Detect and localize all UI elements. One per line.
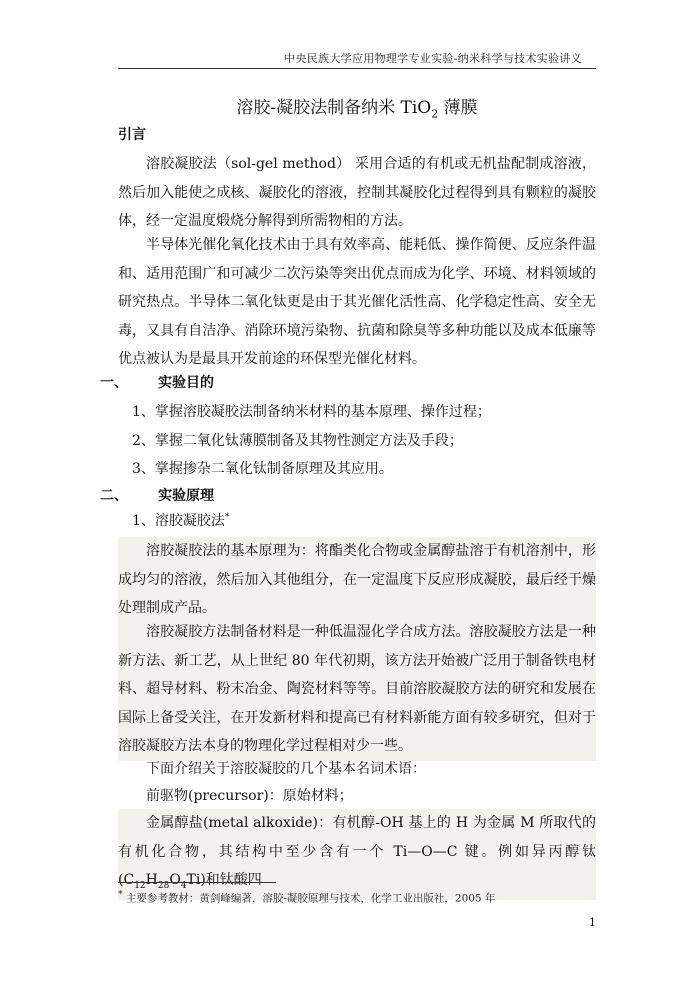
page-number: 1 xyxy=(589,916,596,929)
term-precursor: 前驱物(precursor)：原始材料； xyxy=(146,788,353,804)
footnote-mark: * xyxy=(118,890,123,900)
intro-heading: 引言 xyxy=(118,127,146,143)
title-tail: 薄膜 xyxy=(438,98,478,118)
formula-sub-o: 4 xyxy=(180,880,187,891)
terms-intro: 下面介绍关于溶胶凝胶的几个基本名词术语： xyxy=(146,761,426,777)
formula-sub-c: 12 xyxy=(134,880,146,891)
list-item: 1、掌握溶胶凝胶法制备纳米材料的基本原理、操作过程； xyxy=(132,404,491,420)
subsection-title: 1、溶胶凝胶法 xyxy=(132,513,225,529)
alkoxide-text-a: 金属醇盐(metal alkoxide)：有机醇-OH 基上的 H 为金属 M 所取代的有机化合物，其结构中至少含有一个 Ti—O—C 键。例如异丙醇钛(C xyxy=(118,815,596,888)
list-item: 2、掌握二氧化钛薄膜制备及其物性测定方法及手段； xyxy=(132,432,463,449)
principle-paragraph-2: 溶胶凝胶方法制备材料是一种低温湿化学合成方法。溶胶凝胶方法是一种新方法、新工艺，从上世纪 80 年代初期，该方法开始被广泛用于制备铁电材料、超导材料、粉末冶金、陶瓷材料等等。目前溶胶凝胶方法的研究和发展在国际上备受关注，在开发新材料和提高已有材料新能方面有较多研究，但对于溶胶凝胶方法本身的物理化学过程相对少一些。 xyxy=(118,618,596,761)
running-header: 中央民族大学应用物理学专业实验-纳米科学与技术实验讲义 xyxy=(284,52,582,65)
section-2-title: 实验原理 xyxy=(158,488,214,504)
document-title xyxy=(118,93,596,120)
principle-paragraph-1: 溶胶凝胶法的基本原理为：将酯类化合物或金属醇盐溶于有机溶剂中，形成均匀的溶液，然后加入其他组分，在一定温度下反应形成凝胶，最后经干燥处理制成产品。 xyxy=(118,537,596,623)
formula-sub-h: 28 xyxy=(157,880,170,891)
alkoxide-text-c: O xyxy=(169,872,181,888)
section-1-heading xyxy=(100,372,578,392)
header-divider xyxy=(118,68,596,69)
section-1-title: 实验目的 xyxy=(158,375,214,391)
section-2-number: 二、 xyxy=(100,488,128,504)
intro-paragraph-2: 半导体光催化氧化技术由于具有效率高、能耗低、操作简便、反应条件温和、适用范围广和可减少二次污染等突出优点而成为化学、环境、材料领域的研究热点。半导体二氧化钛更是由于其光催化活性高、化学稳定性高、安全无毒，又具有自洁净、消除环境污染物、抗菌和除臭等多种功能以及成本低廉等优点被认为是最具开发前途的环保型光催化材料。 xyxy=(118,237,596,367)
title-subscript: 2 xyxy=(431,107,439,121)
section-2-heading xyxy=(100,485,578,505)
subsection-heading xyxy=(118,510,610,530)
section-1-number: 一、 xyxy=(100,375,128,391)
footnote-reference: * xyxy=(224,512,230,523)
intro-paragraph-1: 溶胶凝胶法（sol-gel method） 采用合适的有机或无机盐配制成溶液，然后加入能使之成核、凝胶化的溶液，控制其凝胶化过程得到具有颗粒的凝胶体，经一定温度煅烧分解得到所需物相的方法。 xyxy=(118,156,596,229)
list-item: 3、掌握掺杂二氧化钛制备原理及其应用。 xyxy=(132,461,393,477)
footnote-text: 主要参考教材：黄剑峰编著，溶胶-凝胶原理与技术，化学工业出版社，2005 年 xyxy=(122,892,496,905)
footnote-divider xyxy=(118,882,276,883)
title-main: 溶胶-凝胶法制备纳米 TiO xyxy=(236,98,432,118)
alkoxide-text-d: Ti)和钛酸四 xyxy=(186,872,262,888)
alkoxide-text-b: H xyxy=(145,872,158,888)
objectives-list xyxy=(118,398,596,484)
term-metal-alkoxide xyxy=(118,809,596,900)
footnote xyxy=(118,890,596,906)
